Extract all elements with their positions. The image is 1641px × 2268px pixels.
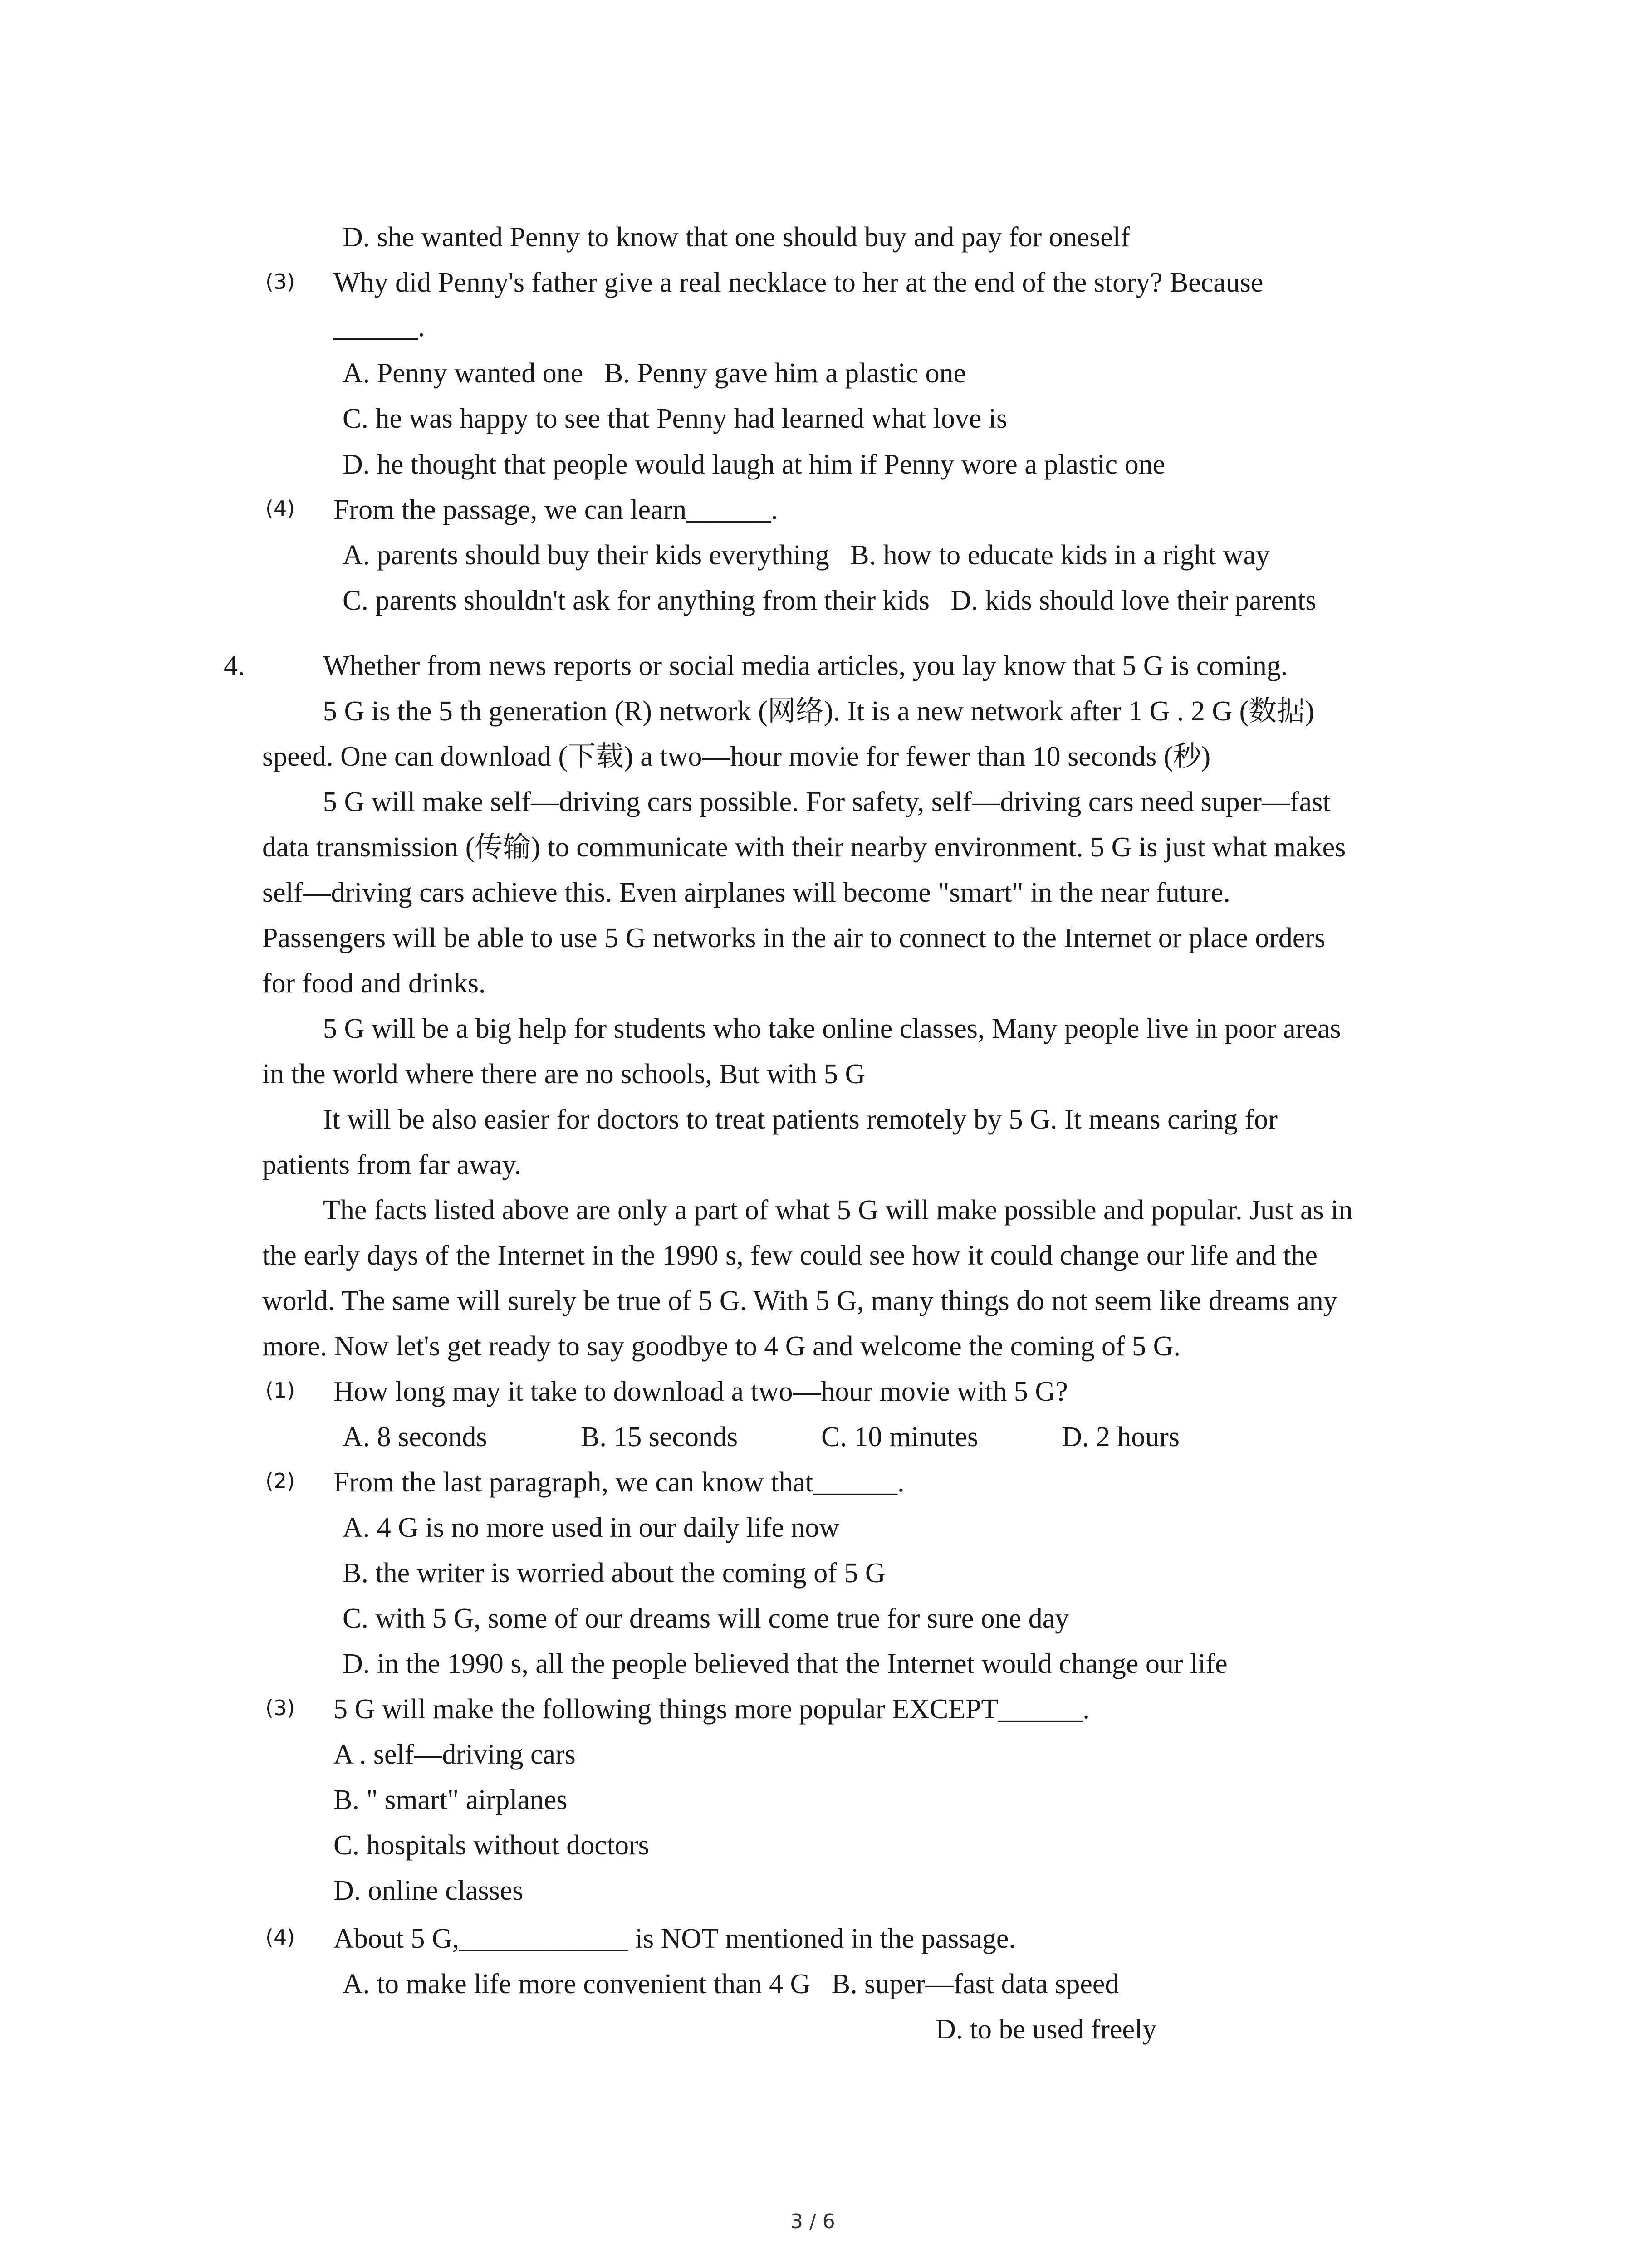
question-number: (3) xyxy=(265,1696,295,1720)
passage-line: data transmission (传输) to communicate with their nearby environment. 5 G is just what makes xyxy=(262,832,1346,863)
question-number: (1) xyxy=(265,1378,295,1403)
option: B. the writer is worried about the coming of 5 G xyxy=(343,1558,886,1589)
passage-line: 5 G will make self—driving cars possible. For safety, self—driving cars need super—fast xyxy=(323,787,1331,817)
question-number: (4) xyxy=(265,496,295,521)
option: D. 2 hours xyxy=(1062,1422,1180,1452)
passage-line: more. Now let's get ready to say goodbye to 4 G and welcome the coming of 5 G. xyxy=(262,1331,1181,1362)
question-text: From the passage, we can learn______. xyxy=(333,494,778,525)
option: C. 10 minutes xyxy=(821,1422,979,1452)
options-ab: A. Penny wanted one B. Penny gave him a plastic one xyxy=(343,358,966,389)
option: A. 8 seconds xyxy=(343,1422,487,1452)
question-text: From the last paragraph, we can know that______. xyxy=(333,1467,905,1498)
question-number: (2) xyxy=(265,1469,295,1493)
page-number: 3 / 6 xyxy=(790,2210,835,2233)
option: D. in the 1990 s, all the people believed that the Internet would change our life xyxy=(343,1648,1228,1679)
option: C. hospitals without doctors xyxy=(333,1830,649,1861)
passage-line: for food and drinks. xyxy=(262,968,486,999)
passage-line: The facts listed above are only a part of what 5 G will make possible and popular. Just as in xyxy=(323,1195,1353,1226)
option: C. with 5 G, some of our dreams will come true for sure one day xyxy=(343,1603,1069,1634)
options-cd: C. parents shouldn't ask for anything from their kids D. kids should love their parents xyxy=(343,585,1317,616)
options-ab: A. parents should buy their kids everything B. how to educate kids in a right way xyxy=(343,540,1270,571)
option-d: D. to be used freely xyxy=(936,2014,1157,2045)
passage-line: patients from far away. xyxy=(262,1149,521,1180)
passage-number: 4. xyxy=(224,650,245,681)
option-d-prev: D. she wanted Penny to know that one should buy and pay for oneself xyxy=(343,222,1130,253)
question-text: About 5 G,____________ is NOT mentioned in the passage. xyxy=(333,1923,1016,1954)
options-ab: A. to make life more convenient than 4 G B. super—fast data speed xyxy=(343,1969,1119,1999)
passage-line: the early days of the Internet in the 1990 s, few could see how it could change our life and the xyxy=(262,1240,1318,1271)
option: A . self—driving cars xyxy=(333,1739,576,1770)
passage-line: world. The same will surely be true of 5 G. With 5 G, many things do not seem like dreams any xyxy=(262,1286,1337,1316)
passage-line: Whether from news reports or social media articles, you lay know that 5 G is coming. xyxy=(323,650,1288,681)
option: A. 4 G is no more used in our daily life now xyxy=(343,1512,840,1543)
question-text: 5 G will make the following things more popular EXCEPT______. xyxy=(333,1694,1090,1725)
option: B. " smart" airplanes xyxy=(333,1784,568,1815)
passage-line: Passengers will be able to use 5 G networks in the air to connect to the Internet or place orders xyxy=(262,923,1326,953)
option: B. 15 seconds xyxy=(581,1422,738,1452)
question-number: (3) xyxy=(265,269,295,294)
passage-line: speed. One can download (下载) a two—hour movie for fewer than 10 seconds (秒) xyxy=(262,741,1211,772)
passage-line: It will be also easier for doctors to treat patients remotely by 5 G. It means caring for xyxy=(323,1104,1278,1135)
option: D. online classes xyxy=(333,1875,524,1906)
passage-line: 5 G will be a big help for students who take online classes, Many people live in poor areas xyxy=(323,1013,1341,1044)
passage-line: 5 G is the 5 th generation (R) network (网络). It is a new network after 1 G . 2 G (数据) xyxy=(323,696,1314,727)
option-d: D. he thought that people would laugh at him if Penny wore a plastic one xyxy=(343,449,1166,480)
passage-line: self—driving cars achieve this. Even airplanes will become "smart" in the near future. xyxy=(262,877,1230,908)
question-text: Why did Penny's father give a real necklace to her at the end of the story? Because xyxy=(333,267,1264,298)
option-c: C. he was happy to see that Penny had learned what love is xyxy=(343,403,1008,434)
question-text: How long may it take to download a two—hour movie with 5 G? xyxy=(333,1376,1068,1407)
passage-line: in the world where there are no schools, But with 5 G xyxy=(262,1059,866,1090)
question-number: (4) xyxy=(265,1925,295,1950)
answer-blank: ______. xyxy=(333,312,425,342)
